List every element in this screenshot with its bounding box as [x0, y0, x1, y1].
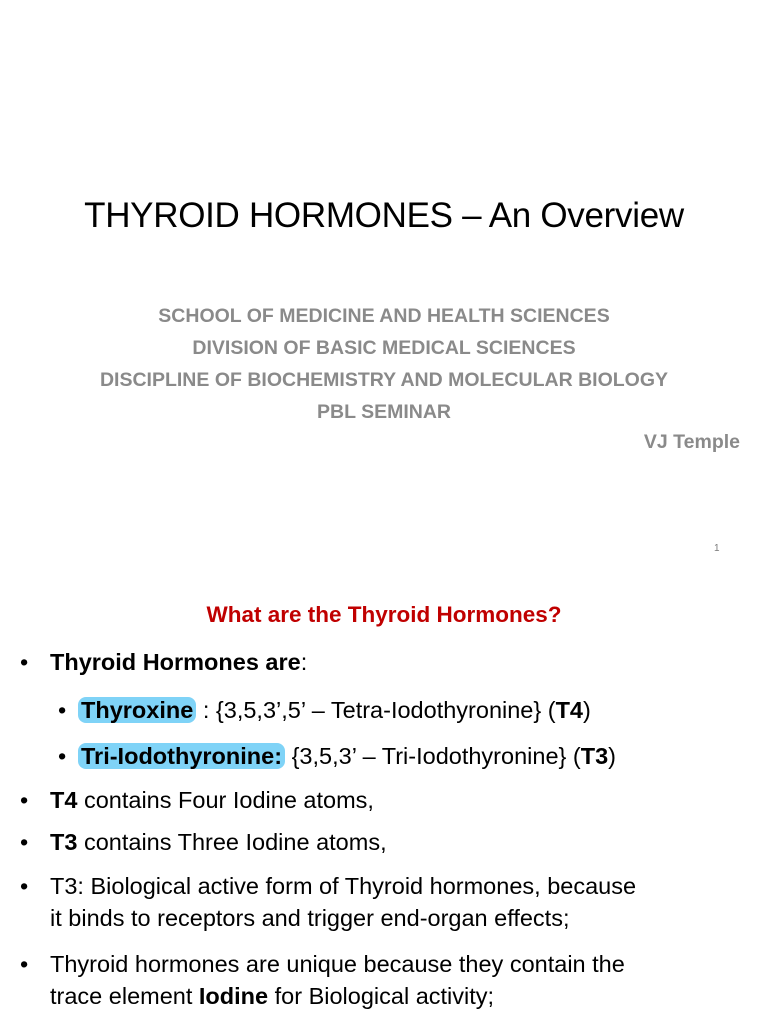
highlighted-term: Thyroxine	[78, 697, 196, 723]
author: VJ Temple	[643, 431, 740, 453]
bullet-text	[50, 948, 625, 1012]
bullet-marker: •	[20, 951, 29, 977]
bullet-line	[50, 980, 625, 1012]
subtitle-line-seminar: PBL SEMINAR	[317, 401, 451, 423]
bullet-rest: {3,5,3’ – Tri-Iodothyronine} (	[285, 743, 581, 769]
bullet-marker: •	[20, 787, 29, 813]
subtitle-block	[0, 302, 768, 430]
slide-title: THYROID HORMONES – An Overview	[84, 196, 684, 235]
bullet-line: it binds to receptors and trigger end-organ effects;	[50, 905, 570, 931]
bullet-end: )	[583, 697, 591, 723]
subtitle-line-division: DIVISION OF BASIC MEDICAL SCIENCES	[192, 337, 576, 359]
bullet-text	[50, 870, 636, 934]
bullet-line: Thyroid hormones are unique because they contain the	[50, 951, 625, 977]
bullet-bold: T4	[50, 787, 78, 813]
highlighted-term: Tri-Iodothyronine:	[78, 743, 285, 769]
bullet-rest: trace element	[50, 983, 199, 1009]
bullet-rest: for Biological activity;	[268, 983, 495, 1009]
hormone-code: T3	[580, 743, 609, 769]
slide-heading: What are the Thyroid Hormones?	[206, 602, 562, 627]
bullet-text	[50, 784, 374, 816]
page-number: 1	[714, 543, 720, 554]
bullet-text	[78, 740, 616, 772]
subtitle-line-discipline: DISCIPLINE OF BIOCHEMISTRY AND MOLECULAR BIOLOGY	[99, 369, 669, 391]
bullet-line: T3: Biological active form of Thyroid hormones, because	[50, 873, 637, 899]
bullet-rest: :	[300, 649, 308, 675]
bullet-text	[78, 694, 591, 726]
bullet-text	[50, 826, 387, 858]
bullet-bold: Thyroid Hormones are	[50, 649, 301, 675]
bullet-end: )	[608, 743, 616, 769]
bullet-rest: : {3,5,3’,5’ – Tetra-Iodothyronine} (	[196, 697, 556, 723]
bullet-rest: contains Four Iodine atoms,	[77, 787, 374, 813]
bullet-marker: •	[58, 743, 67, 769]
subtitle-line-school: SCHOOL OF MEDICINE AND HEALTH SCIENCES	[158, 305, 610, 327]
bullet-marker: •	[20, 829, 29, 855]
bullet-rest: contains Three Iodine atoms,	[77, 829, 387, 855]
bullet-marker: •	[20, 873, 29, 899]
bullet-marker: •	[20, 649, 29, 675]
bullet-text	[50, 646, 307, 678]
bullet-marker: •	[58, 697, 67, 723]
bullet-bold: Iodine	[198, 983, 269, 1009]
content-slide	[0, 578, 768, 1024]
bullet-bold: T3	[50, 829, 78, 855]
hormone-code: T4	[555, 697, 584, 723]
